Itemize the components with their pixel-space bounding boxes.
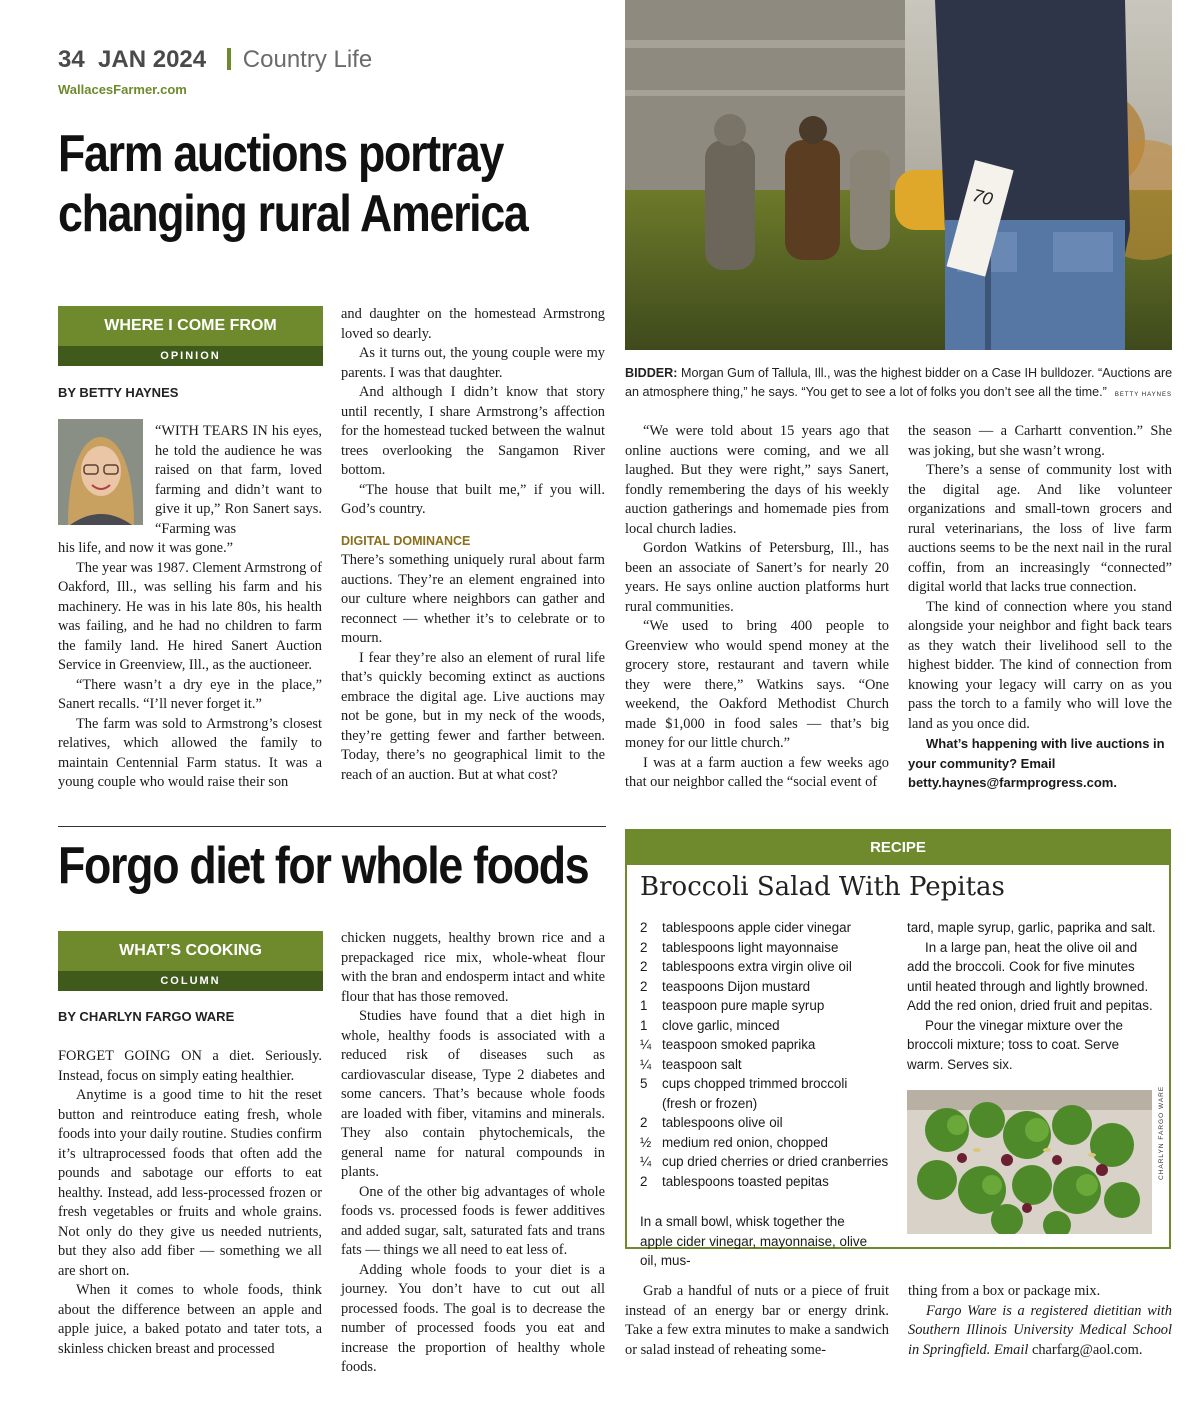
section-name: Country Life	[242, 46, 373, 73]
paragraph: There’s a sense of community lost with the digital age. And like volunteer organizations and small-town grocers and rural veterinarians, the loss of live farm auctions seems to be the next nail in the rural coffin, from an increasingly “connected” digital world that lacks true connection.	[908, 462, 1172, 595]
column-tag	[58, 931, 323, 991]
paragraph: “We used to bring 400 people to Greenview who would spend money at the grocery store, restaurant and tavern while they were there,” Watkins says. “One weekend, the Oakford Methodist Church made $1,000 in food sales — that’s big money for our little church.”	[625, 618, 889, 751]
paragraph: And although I didn’t know that story until recently, I share Armstrong’s affection for the homestead tucked between the walnut trees overlooking the Sangamon River bottom.	[341, 384, 605, 478]
ingredient-item: 1 teaspoon pure maple syrup	[640, 998, 825, 1013]
ingredient-item: ¼ cup dried cherries or dried cranberries	[640, 1154, 889, 1169]
ingredient-item: 2 tablespoons light mayonnaise	[640, 939, 839, 955]
article2-col3	[625, 1282, 889, 1360]
author-bio-text: Fargo Ware is a registered dietitian with Southern Illinois University Medical School in Springfield. Email	[908, 1302, 1172, 1358]
ingredient-item: 2 teaspoons Dijon mustard	[640, 978, 811, 994]
article1-col1	[58, 539, 322, 793]
paragraph: The year was 1987. Clement Armstrong of Oakford, Ill., was selling his farm and his machinery. He was in his late 80s, his health was failing, and he had no children to farm the family land. He hired Sanert Auction Service in Greenview, Ill., as the auctioneer.	[58, 559, 322, 673]
recipe-step: In a large pan, heat the olive oil and add the broccoli. Cook for five minutes until heated through and lightly browned. Add the red onion, dried fruit and pepitas.	[907, 939, 1153, 1013]
byline: BY BETTY HAYNES	[58, 385, 179, 400]
paragraph: Studies have found that a diet high in whole, healthy foods is associated with a reduced risk of diseases such as cardiovascular disease, Type 2 diabetes and some cancers. That’s because whole foods are loaded with fiber, vitamins and minerals. They also contain phytochemicals, the general name for natural compounds in plants.	[341, 1008, 605, 1180]
page-number: 34	[58, 46, 85, 73]
paragraph: When it comes to whole foods, think about the difference between an apple and apple juice, a baked potato and tater tots, a skinless chicken breast and processed	[58, 1282, 322, 1357]
paragraph: There’s something uniquely rural about farm auctions. They’re an element engrained into our culture where neighbors can gather and reconnect — whether it’s to celebrate or to mourn.	[341, 552, 605, 646]
recipe-method: In a small bowl, whisk together the apple cider vinegar, mayonnaise, olive oil, mus-	[640, 1214, 868, 1268]
page-folio	[58, 46, 372, 74]
auction-photo	[625, 0, 1172, 350]
paragraph: and daughter on the homestead Armstrong loved so dearly.	[341, 306, 605, 342]
ingredient-item: 1 clove garlic, minced	[640, 1017, 780, 1033]
paragraph: “The house that built me,” if you will. God’s country.	[341, 481, 605, 517]
paragraph: Grab a handful of nuts or a piece of fruit instead of an energy bar or energy drink. Take a few extra minutes to make a sandwich or salad instead of reheating some-	[625, 1283, 889, 1358]
paragraph: “There wasn’t a dry eye in the place,” Sanert recalls. “I’ll never forget it.”	[58, 676, 322, 712]
paragraph: As it turns out, the young couple were my parents. I was that daughter.	[341, 345, 605, 381]
recipe-photo	[907, 1090, 1152, 1234]
author-bio	[908, 1302, 1172, 1361]
column-tag-title: WHAT’S COOKING	[58, 931, 323, 971]
recipe-step: tard, maple syrup, garlic, paprika and salt.	[907, 920, 1156, 935]
bidder-number: 70	[970, 184, 995, 210]
paragraph: Gordon Watkins of Petersburg, Ill., has been an associate of Sanert’s for nearly 20 years. He says online auction platforms hurt rural communities.	[625, 540, 889, 615]
paragraph: FORGET GOING ON a diet. Seriously. Instead, focus on simply eating healthier.	[58, 1048, 322, 1084]
caption-lead: BIDDER:	[625, 366, 678, 380]
caption-text: Morgan Gum of Tallula, Ill., was the highest bidder on a Case IH bulldozer. “Auctions are an atmosphere thing,” he says. “You get to see a lot of folks you don’t see all the time.”	[625, 366, 1173, 399]
ingredient-list	[640, 918, 900, 1191]
recipe-steps	[907, 918, 1157, 1074]
article1-col2	[341, 305, 605, 785]
ingredient-item: ¼ teaspoon salt	[640, 1056, 742, 1072]
ingredient-item: 2 tablespoons olive oil	[640, 1115, 783, 1130]
byline: BY CHARLYN FARGO WARE	[58, 1009, 235, 1024]
column-tag-title: WHERE I COME FROM	[58, 306, 323, 346]
ingredient-item: ¼ teaspoon smoked paprika	[640, 1037, 816, 1052]
folio-divider	[227, 48, 231, 70]
paragraph: Anytime is a good time to hit the reset button and reintroduce eating fresh, whole foods into your daily routine. Studies confirm it’s ultraprocessed foods that often add the pounds and sabotage our efforts to eat healthy. Instead, add less-processed frozen or fresh vegetables or fruits and whole grains. Not only do they give us needed nutrients, but they also add fiber — something we all are short on.	[58, 1087, 322, 1279]
paragraph: I was at a farm auction a few weeks ago that our neighbor called the “social event of	[625, 754, 889, 790]
column-tag-sub: COLUMN	[58, 971, 323, 991]
column-tag-sub: OPINION	[58, 346, 323, 366]
recipe-label: RECIPE	[627, 831, 1169, 865]
section-divider	[58, 826, 606, 827]
paragraph: Adding whole foods to your diet is a journey. You don’t have to cut out all processed foods. The goal is to decrease the number of processed foods you eat and increase the proportion of healthy whole foods.	[341, 1261, 605, 1375]
photo-credit: BETTY HAYNES	[1114, 392, 1172, 398]
author-email[interactable]: charfarg@aol.com.	[1031, 1341, 1143, 1358]
ingredient-item: 2 tablespoons extra virgin olive oil	[640, 959, 852, 974]
paragraph: thing from a box or package mix.	[908, 1283, 1101, 1299]
site-url: WallacesFarmer.com	[58, 82, 187, 97]
recipe-step: Pour the vinegar mixture over the broccoli mixture; toss to coat. Serve warm. Serves six.	[907, 1017, 1123, 1072]
closing-call-to-action: What’s happening with live auctions in your community? Email betty.haynes@farmprogress.com.	[908, 736, 1165, 790]
article-headline: Forgo diet for whole foods	[58, 837, 589, 895]
ingredient-item: 5 cups chopped trimmed broccoli (fresh or frozen)	[640, 1076, 848, 1111]
author-photo	[58, 419, 143, 525]
recipe-photo-credit: CHARLYN FARGO WARE	[1158, 1085, 1165, 1180]
article1-col3	[625, 422, 889, 793]
paragraph: chicken nuggets, healthy brown rice and a prepackaged rice mix, whole-wheat flour with the bran and endosperm intact and white flour that has those removed.	[341, 930, 605, 1005]
lede-paragraph: “WITH TEARS IN his eyes, he told the audience he was raised on that farm, loved farming and didn’t want to give it up,” Ron Sanert says. “Farming was	[155, 423, 322, 537]
ingredient-item: ½ medium red onion, chopped	[640, 1134, 829, 1150]
article2-col1	[58, 1047, 322, 1359]
paragraph: “We were told about 15 years ago that online auctions were coming, and we all laughed. But they were right,” says Sanert, fondly remembering the days of his weekly auction gatherings and homemade pies from local church ladies.	[625, 423, 889, 537]
subhead: DIGITAL DOMINANCE	[341, 533, 471, 548]
recipe-title: Broccoli Salad With Pepitas	[640, 872, 1005, 902]
article-headline: Farm auctions portray changing rural America	[58, 125, 528, 243]
photo-caption	[625, 364, 1173, 405]
column-tag	[58, 306, 323, 366]
ingredient-item: 2 tablespoons apple cider vinegar	[640, 920, 852, 935]
paragraph: The farm was sold to Armstrong’s closest relatives, which allowed the family to maintain Centennial Farm status. It was a young couple who would raise their son	[58, 715, 322, 790]
ingredient-item: 2 tablespoons toasted pepitas	[640, 1173, 829, 1189]
article2-col4	[908, 1282, 1172, 1360]
article2-col2	[341, 929, 605, 1378]
article1-col4	[908, 422, 1172, 793]
paragraph: the season — a Carhartt convention.” She was joking, but she wasn’t wrong.	[908, 423, 1172, 459]
issue-date: JAN 2024	[98, 46, 207, 73]
paragraph: The kind of connection where you stand alongside your neighbor and fight back tears as they watch their livelihood sell to the highest bidder. The kind of connection from knowing your legacy will carry on as you pass the torch to a family who will love the land as you once did.	[908, 598, 1172, 732]
paragraph: I fear they’re also an element of rural life that’s quickly becoming extinct as auctions embrace the digital age. Live auctions may not be gone, but in my neck of the woods, they’re getting fewer and farther between. Today, there’s no geographical limit to the reach of an auction. But at what cost?	[341, 649, 605, 783]
paragraph: One of the other big advantages of whole foods vs. processed foods is fewer additives and added sugar, salt, saturated fats and trans fats — things we all need to eat less of.	[341, 1183, 605, 1258]
lede-tail: his life, and now it was gone.”	[58, 540, 234, 556]
